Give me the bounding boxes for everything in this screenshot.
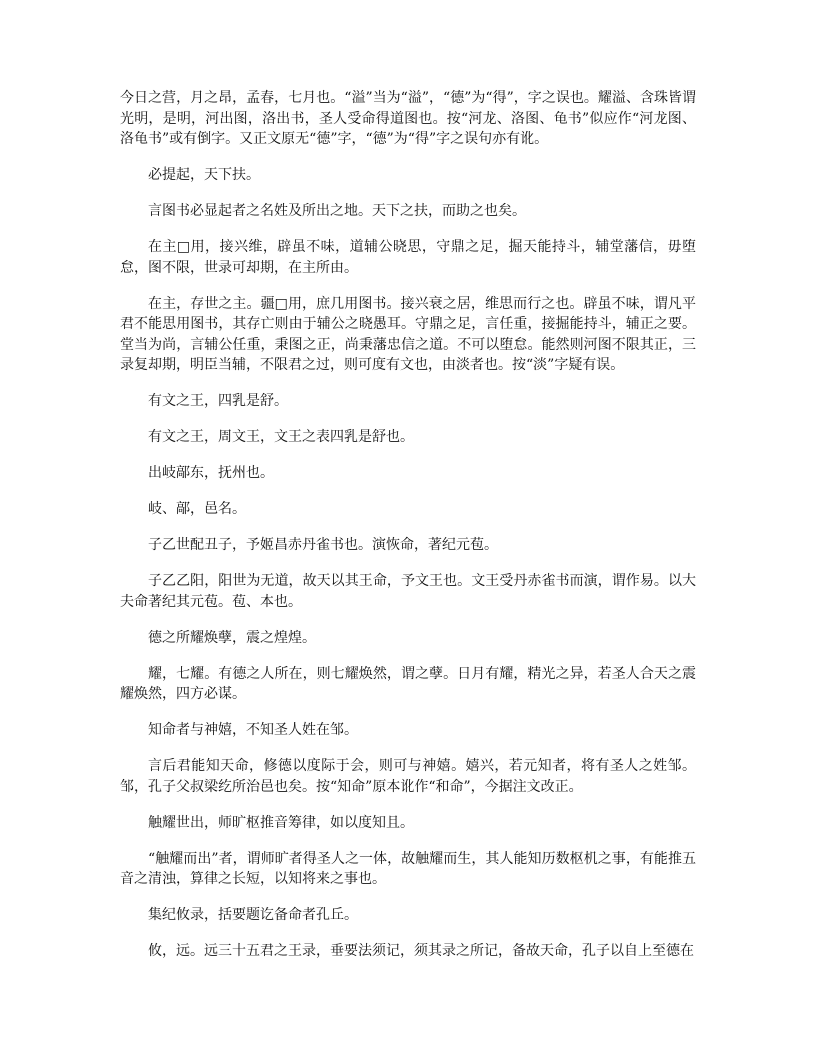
paragraph-8: 出岐鄗东，抚州也。 (148, 465, 274, 481)
paragraph-5: 在主，存世之主。疆□用，庶几用图书。接兴衰之居，维思而行之也。辟虽不味，谓凡平君不能思用图书，其存亡则由于辅公之晓愚耳。守鼎之足，言任重，接掘能持斗，辅正之要。堂当为尚，言辅公任重，秉图之正，尚秉藩忠信之道。不可以堕怠。能然则河图不限其正，三录复却期，明臣当辅，不限君之过，则可度有文也，由淡者也。按“淡”字疑有误。 (120, 295, 696, 373)
paragraph-14: 知命者与神嬉，不知圣人姓在邹。 (148, 722, 358, 738)
paragraph-1: 今日之营，月之昂，孟春，七月也。“溢”当为“溢”，“德”为“得”，字之误也。耀溢、含珠皆谓光明，是明，河出图，洛出书，圣人受命得道图也。按“河龙、洛图、龟书”似应作“河龙图、洛龟书”或有倒字。又正文原无“德”字，“德”为“得”字之误句亦有讹。 (120, 90, 696, 147)
paragraph-12: 德之所耀焕孽，震之煌煌。 (148, 629, 316, 646)
paragraph-16: 触耀世出，师旷枢推音筹律，如以度知且。 (148, 814, 414, 831)
paragraph-6: 有文之王，四乳是舒。 (148, 393, 288, 409)
paragraph-9: 岐、鄗，邑名。 (148, 501, 246, 517)
paragraph-17: “触耀而出”者，谓师旷者得圣人之一体，故触耀而生，其人能知历数枢机之事，有能推五音之清浊，算律之长短，以知将来之事也。 (120, 850, 696, 887)
paragraph-10: 子乙世配丑子，予姬昌赤丹雀书也。演恢命，著纪元苞。 (148, 537, 498, 553)
paragraph-7: 有文之王，周文王，文王之表四乳是舒也。 (148, 429, 414, 445)
paragraph-3: 言图书必显起者之名姓及所出之地。天下之扶，而助之也矣。 (148, 203, 526, 219)
paragraph-13: 耀，七耀。有德之人所在，则七耀焕然，谓之孽。日月有耀，精光之异，若圣人合天之震耀焕然，四方必谋。 (120, 665, 696, 702)
paragraph-18: 集纪攸录，括要题讫备命者孔丘。 (148, 907, 358, 923)
paragraph-19: 攸，远。远三十五君之王录，垂要法须记，须其录之所记，备故天命，孔子以自上至德在 (148, 943, 694, 959)
paragraph-11: 子乙乙阳，阳世为无道，故天以其王命，予文王也。文王受丹赤雀书而演，谓作易。以大夫命著纪其元苞。苞、本也。 (120, 573, 696, 610)
paragraph-2: 必提起，天下扶。 (148, 167, 260, 183)
paragraph-15: 言后君能知天命，修德以度际于会，则可与神嬉。嬉兴，若元知者，将有圣人之姓邹。邹，孔子父叔梁纥所治邑也矣。按“知命”原本讹作“和命”，今据注文改正。 (120, 758, 696, 795)
document-page (120, 88, 696, 977)
paragraph-4: 在主□用，接兴维，辟虽不味，道辅公晓思，守鼎之足，掘天能持斗，辅堂藩信，毋堕怠，图不限，世录可却期，在主所由。 (120, 239, 696, 276)
